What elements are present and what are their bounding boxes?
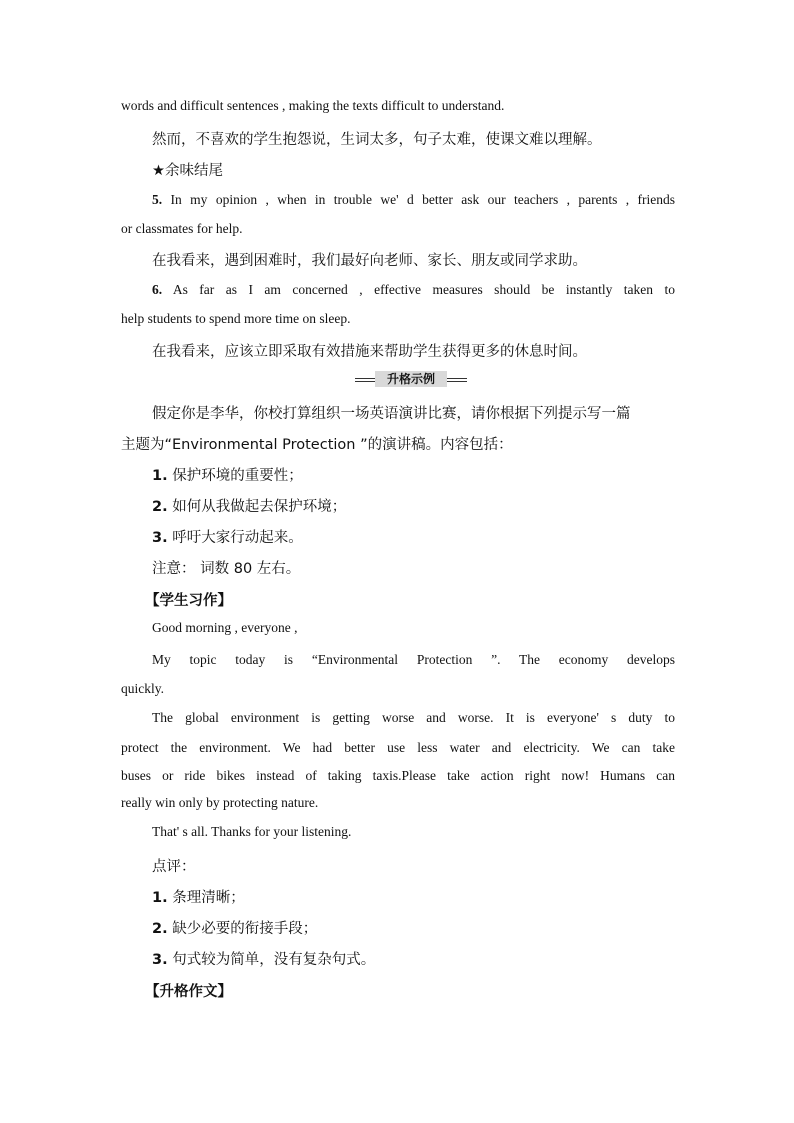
section-heading: ★余味结尾 — [152, 163, 223, 179]
sentence-text: In my opinion , when in trouble we' d better ask our teachers , parents , friends — [170, 192, 675, 207]
essay-line: really win only by protecting nature. — [121, 795, 319, 810]
text-line: help students to spend more time on sleep. — [121, 311, 351, 326]
text-line: 在我看来，遇到困难时，我们最好向老师、家长、朋友或同学求助。 — [152, 253, 587, 269]
essay-line: That' s all. Thanks for your listening. — [152, 824, 352, 839]
example-sentence — [152, 282, 675, 298]
task-prompt: 假定你是李华，你校打算组织一场英语演讲比赛，请你根据下列提示写一篇 — [152, 406, 631, 422]
list-item — [152, 917, 675, 938]
text-line: or classmates for help. — [121, 221, 243, 236]
item-number: 6. — [152, 282, 163, 297]
essay-line: My topic today is “Environmental Protection ”. The economy develops — [152, 652, 675, 667]
list-item — [152, 464, 675, 485]
section-heading: 【升格作文】 — [145, 984, 232, 1000]
essay-line: quickly. — [121, 681, 164, 696]
list-item — [152, 886, 675, 907]
essay-line: Good morning , everyone , — [152, 620, 298, 635]
list-item-text: 缺少必要的衔接手段； — [172, 921, 318, 937]
item-number: 1. — [152, 890, 168, 906]
task-prompt: 主题为“Environmental Protection ”的演讲稿。内容包括： — [121, 437, 513, 453]
list-item-text: 呼吁大家行动起来。 — [172, 530, 303, 546]
list-item — [152, 495, 675, 516]
item-number: 3. — [152, 952, 168, 968]
item-number: 2. — [152, 499, 168, 515]
text-line: words and difficult sentences , making the texts difficult to understand. — [121, 98, 505, 113]
list-item — [152, 526, 675, 547]
text-line: 在我看来，应该立即采取有效措施来帮助学生获得更多的休息时间。 — [152, 344, 587, 360]
item-number: 2. — [152, 921, 168, 937]
item-number: 3. — [152, 530, 168, 546]
section-banner — [355, 371, 467, 387]
example-sentence — [152, 192, 675, 208]
banner-label: 升格示例 — [375, 371, 447, 387]
note-line: 注意： 词数 80 左右。 — [152, 561, 301, 577]
essay-line: buses or ride bikes instead of taking taxis.Please take action right now! Humans can — [121, 768, 675, 783]
list-item-text: 如何从我做起去保护环境； — [172, 499, 347, 515]
list-item-text: 条理清晰； — [172, 890, 245, 906]
list-item-text: 保护环境的重要性； — [172, 468, 303, 484]
essay-line: protect the environment. We had better use less water and electricity. We can take — [121, 740, 675, 755]
item-number: 1. — [152, 468, 168, 484]
section-heading: 【学生习作】 — [145, 593, 232, 609]
comment-heading: 点评： — [152, 859, 196, 875]
list-item — [152, 948, 675, 969]
essay-line: The global environment is getting worse and worse. It is everyone' s duty to — [152, 710, 675, 725]
text-line: 然而，不喜欢的学生抱怨说，生词太多，句子太难，使课文难以理解。 — [152, 132, 602, 148]
item-number: 5. — [152, 192, 163, 207]
list-item-text: 句式较为简单，没有复杂句式。 — [172, 952, 376, 968]
sentence-text: As far as I am concerned , effective measures should be instantly taken to — [172, 282, 675, 297]
